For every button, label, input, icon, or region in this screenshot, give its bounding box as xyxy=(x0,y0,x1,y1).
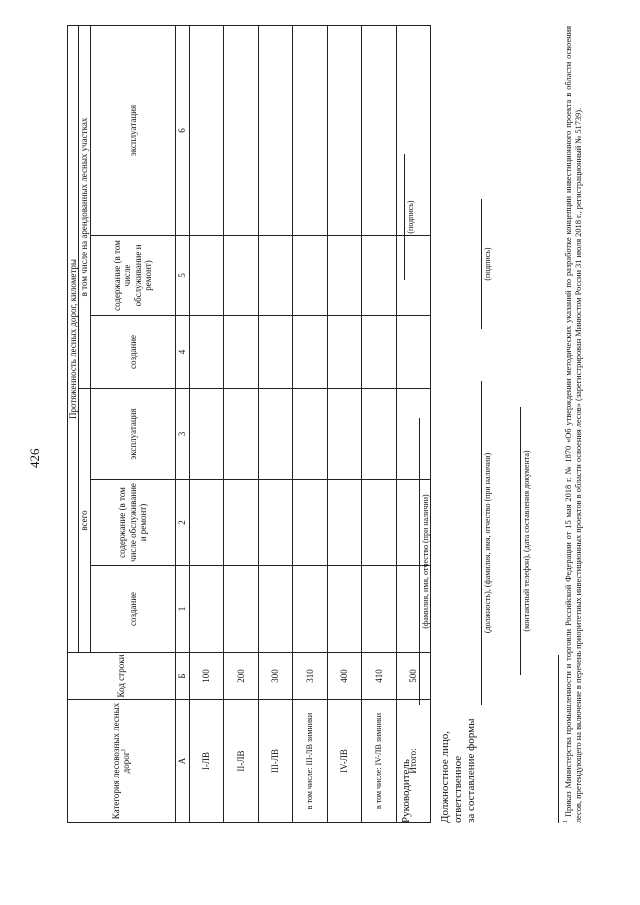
header-exploitation: эксплуатация xyxy=(90,389,175,480)
table-row xyxy=(223,26,258,823)
responsible-label-line-3: за составление формы xyxy=(465,718,477,823)
value-cell xyxy=(327,480,361,566)
row-code: 400 xyxy=(327,653,361,700)
row-code: 410 xyxy=(361,653,396,700)
head-name-caption: (фамилия, имя, отчество (при наличии) xyxy=(421,494,430,629)
value-cell xyxy=(223,480,258,566)
footnote-marker: 1 xyxy=(563,820,569,823)
table-row xyxy=(189,26,223,823)
col-number-3: 3 xyxy=(175,389,189,480)
col-letter-a: А xyxy=(175,700,189,823)
value-cell xyxy=(327,389,361,480)
value-cell xyxy=(292,316,327,389)
responsible-signature-line xyxy=(481,199,482,329)
value-cell xyxy=(223,316,258,389)
col-number-6: 6 xyxy=(175,26,189,236)
value-cell xyxy=(327,236,361,316)
value-cell xyxy=(189,389,223,480)
row-code: 100 xyxy=(189,653,223,700)
value-cell xyxy=(396,316,430,389)
value-cell xyxy=(361,389,396,480)
roads-length-table xyxy=(67,25,431,823)
header-maintenance: содержание (в том числе обслуживание и ремонт) xyxy=(90,480,175,566)
value-cell xyxy=(292,389,327,480)
value-cell xyxy=(327,566,361,653)
header-category-cell: Категория лесовозных лесных дорог$^1$ xyxy=(68,700,176,823)
header-creation: создание xyxy=(90,566,175,653)
row-category: IV-ЛВ xyxy=(327,700,361,823)
table-row xyxy=(258,26,292,823)
row-category: III-ЛВ xyxy=(258,700,292,823)
head-label: Руководитель xyxy=(400,759,412,823)
value-cell xyxy=(258,316,292,389)
contact-caption: (контактный телефон), (дата составления документа) xyxy=(522,450,531,632)
header-maintenance: содержание (в том числе обслуживание и ремонт) xyxy=(90,236,175,316)
row-category: I-ЛВ xyxy=(189,700,223,823)
value-cell xyxy=(292,566,327,653)
head-signature-line xyxy=(404,154,405,280)
table-row xyxy=(361,26,396,823)
row-category: в том числе: III-ЛВ зимники xyxy=(292,700,327,823)
row-code: 310 xyxy=(292,653,327,700)
header-code-cell: Код строки xyxy=(68,653,176,700)
value-cell xyxy=(258,480,292,566)
value-cell xyxy=(189,566,223,653)
value-cell xyxy=(189,480,223,566)
header-length-group: Протяженность лесных дорог, километры xyxy=(68,26,79,653)
value-cell xyxy=(361,480,396,566)
value-cell xyxy=(189,26,223,236)
head-name-line xyxy=(419,418,420,705)
col-number-5: 5 xyxy=(175,236,189,316)
value-cell xyxy=(292,26,327,236)
value-cell xyxy=(189,236,223,316)
header-subgroup-leased: в том числе на арендованных лесных участках xyxy=(79,26,90,389)
value-cell xyxy=(258,26,292,236)
value-cell xyxy=(327,316,361,389)
row-category: в том числе: IV-ЛВ зимники xyxy=(361,700,396,823)
page-number: 426 xyxy=(27,448,42,468)
col-number-4: 4 xyxy=(175,316,189,389)
value-cell xyxy=(258,236,292,316)
footnote-text: Приказ Министерства промышленности и торговли Российской Федерации от 15 мая 2018 г. № 1870 «Об утверждении методических указаний по разработке концепции инвестиционного проекта в области освоения лесов, претендующего на включение в перечень приоритетных инвестиционных проектов в области освоения лесов» (зарегистрирован Минюстом России 31 июля 2018 г., регистрационный № 51739). xyxy=(563,26,583,823)
value-cell xyxy=(189,316,223,389)
responsible-name-caption: (должность), (фамилия, имя, отчество (при наличии) xyxy=(483,452,492,634)
head-signature-caption: (подпись) xyxy=(406,200,415,234)
row-code: 200 xyxy=(223,653,258,700)
footnote-rule xyxy=(558,655,559,823)
value-cell xyxy=(292,236,327,316)
responsible-label-line-2: ответственное xyxy=(452,755,464,823)
header-subgroup-all: всего xyxy=(79,389,90,653)
table-row xyxy=(292,26,327,823)
header-creation: создание xyxy=(90,316,175,389)
value-cell xyxy=(361,316,396,389)
row-code: 500 xyxy=(396,653,430,700)
header-exploitation: эксплуатация xyxy=(90,26,175,236)
value-cell xyxy=(327,26,361,236)
contact-line xyxy=(520,407,521,675)
col-number-1: 1 xyxy=(175,566,189,653)
responsible-signature-caption: (подпись) xyxy=(483,247,492,281)
row-category: Итого: xyxy=(396,700,430,823)
value-cell xyxy=(223,236,258,316)
responsible-label-line-1: Должностное лицо, xyxy=(439,731,451,823)
value-cell xyxy=(258,566,292,653)
row-category: II-ЛВ xyxy=(223,700,258,823)
row-code: 300 xyxy=(258,653,292,700)
footnote xyxy=(561,26,584,823)
value-cell xyxy=(258,389,292,480)
value-cell xyxy=(223,566,258,653)
value-cell xyxy=(361,236,396,316)
table-row xyxy=(327,26,361,823)
value-cell xyxy=(223,389,258,480)
value-cell xyxy=(361,566,396,653)
value-cell xyxy=(361,26,396,236)
responsible-name-line xyxy=(481,381,482,705)
value-cell xyxy=(223,26,258,236)
col-letter-b: Б xyxy=(175,653,189,700)
value-cell xyxy=(292,480,327,566)
col-number-2: 2 xyxy=(175,480,189,566)
